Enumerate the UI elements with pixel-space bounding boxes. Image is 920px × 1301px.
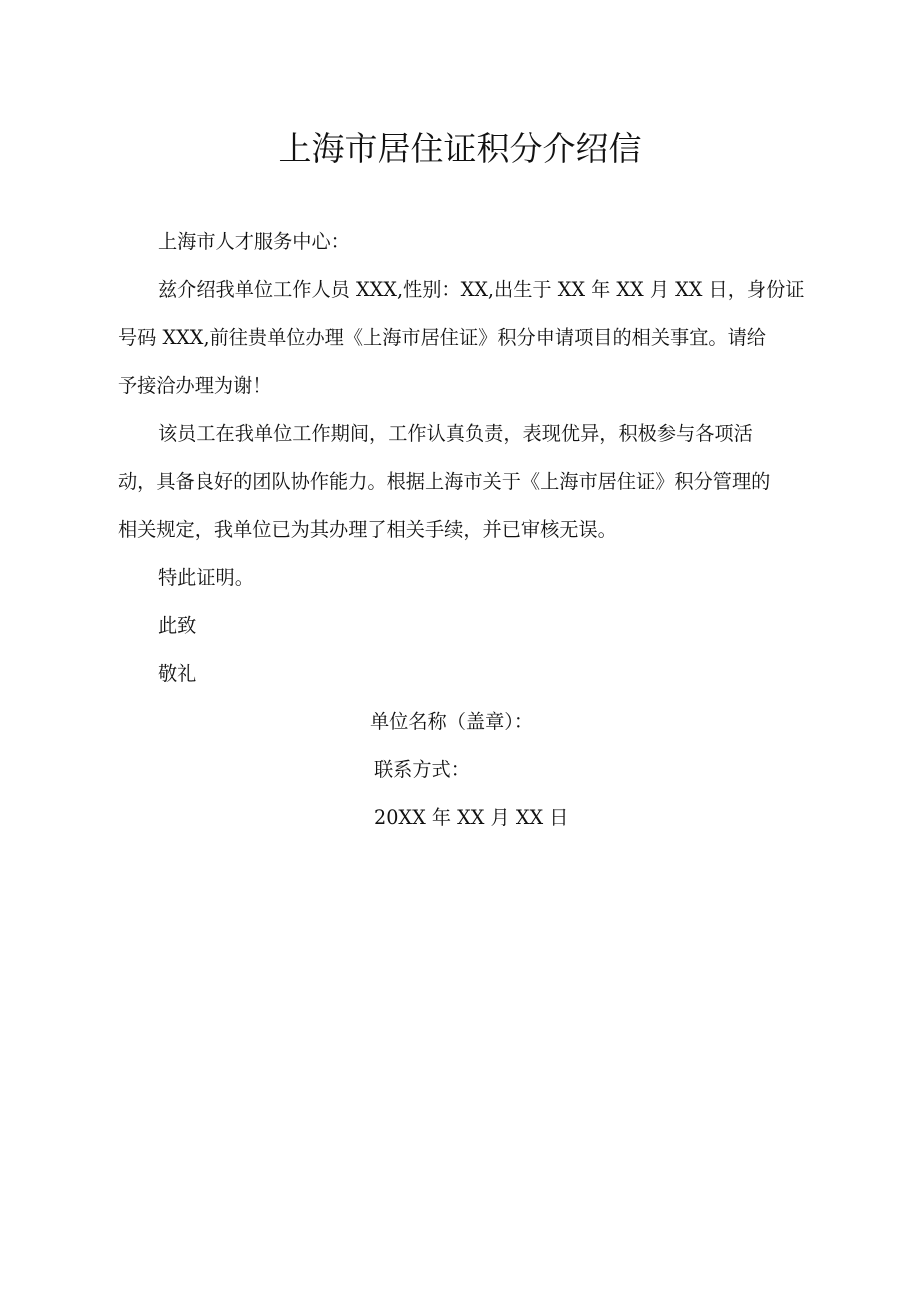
paragraph1-line1: 兹介绍我单位工作人员 XXX,性别：XX,出生于 XX 年 XX 月 XX 日，身份证 bbox=[158, 278, 805, 301]
paragraph2-line1: 该员工在我单位工作期间，工作认真负责，表现优异，积极参与各项活 bbox=[158, 422, 753, 445]
paragraph2-line3: 相关规定，我单位已为其办理了相关手续，并已审核无误。 bbox=[118, 518, 617, 541]
certify-line: 特此证明。 bbox=[158, 566, 254, 589]
paragraph1-line2: 号码 XXX,前往贵单位办理《上海市居住证》积分申请项目的相关事宜。请给 bbox=[118, 326, 766, 349]
paragraph1-line3: 予接洽办理为谢！ bbox=[118, 374, 272, 397]
letter-body bbox=[118, 218, 804, 698]
closing-line2: 敬礼 bbox=[158, 662, 197, 685]
signature-date: 20XX 年 XX 月 XX 日 bbox=[374, 806, 569, 829]
paragraph2-line2: 动，具备良好的团队协作能力。根据上海市关于《上海市居住证》积分管理的 bbox=[118, 470, 771, 493]
document-title: 上海市居住证积分介绍信 bbox=[278, 129, 642, 168]
salutation: 上海市人才服务中心： bbox=[158, 230, 350, 253]
signature-contact: 联系方式： bbox=[374, 758, 470, 781]
signature-unit-name: 单位名称（盖章）： bbox=[370, 710, 534, 733]
closing-line1: 此致 bbox=[158, 614, 197, 637]
